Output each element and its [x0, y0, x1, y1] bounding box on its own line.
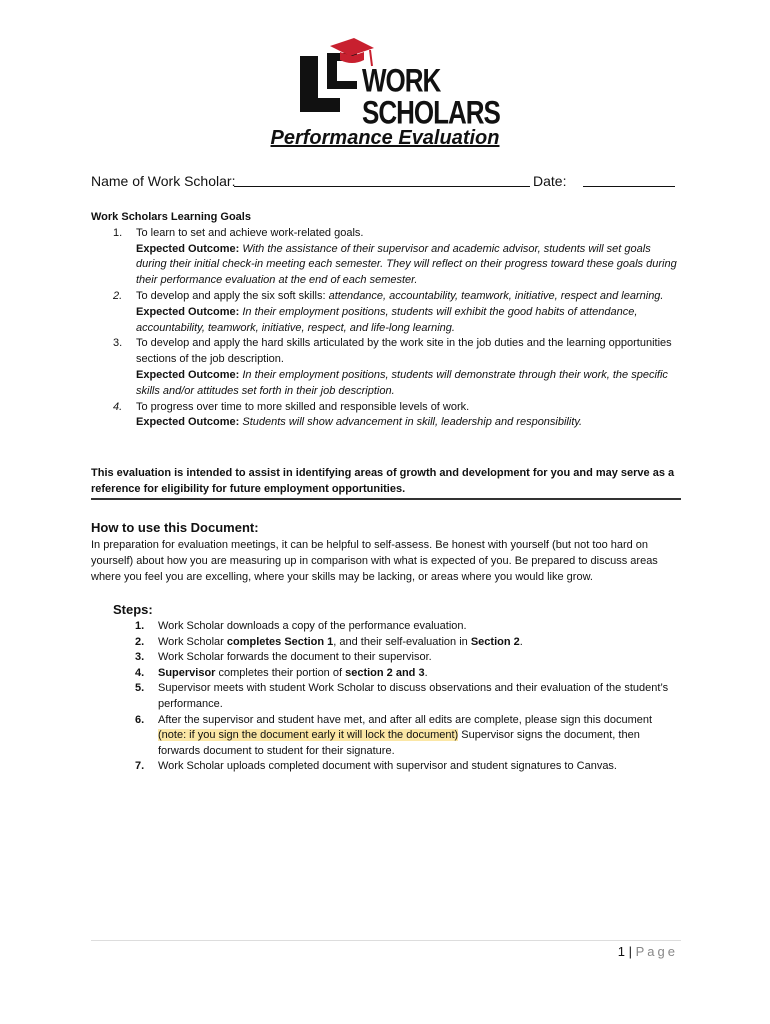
learning-goals-section [91, 210, 681, 431]
outcome-text: In their employment positions, students will exhibit the good habits of attendance, accountability, teamwork, initiative, respect, and life-long learning. [136, 305, 638, 334]
lock-warning-highlight: (note: if you sign the document early it will lock the document) [158, 729, 459, 742]
step-text: . [519, 635, 523, 648]
step-number: 6. [135, 713, 145, 726]
step-text-bold: section 2 and 3 [345, 666, 425, 679]
page-title: Performance Evaluation [270, 127, 500, 149]
outcome-label: Expected Outcome: [136, 416, 240, 429]
evaluation-intent-text: This evaluation is intended to assist in identifying areas of growth and development for you and may serve as a reference for eligibility for future employment opportunities. [91, 467, 675, 495]
goal-number: 3. [113, 337, 123, 350]
date-field-line[interactable] [583, 186, 675, 187]
goal-item [91, 289, 681, 336]
step-number: 4. [135, 666, 145, 679]
step-text-bold: completes Section 1 [226, 635, 334, 648]
outcome-text: Students will show advancement in skill, leadership and responsibility. [239, 416, 583, 429]
date-label: Date: [533, 173, 567, 189]
steps-heading: Steps: [113, 602, 153, 617]
step-text: Work Scholar downloads a copy of the performance evaluation. [158, 620, 467, 632]
name-label: Name of Work Scholar: [91, 173, 236, 189]
logo-work-text: WORK [362, 61, 441, 99]
step-text: Supervisor meets with student Work Scholar to discuss observations and their evaluation of the student’s performance. [158, 682, 669, 710]
step-item [91, 650, 681, 666]
page-number: 1 [617, 944, 626, 959]
step-text: . [424, 666, 428, 679]
step-text: , and their self-evaluation in [333, 635, 471, 648]
page-separator: | [625, 944, 636, 959]
step-text: After the supervisor and student have met, and after all edits are complete, please sign this document [158, 713, 653, 726]
steps-list [91, 619, 681, 775]
step-text: Work Scholar uploads completed document with supervisor and student signatures to Canvas. [158, 760, 617, 773]
goals-heading: Work Scholars Learning Goals [91, 211, 251, 223]
work-scholars-logo [296, 38, 500, 131]
goal-item [91, 226, 681, 289]
outcome-text: With the assistance of their supervisor and academic advisor, students will set goals during their initial check-in meeting each semester. They will reflect on their progress toward these goals during their performance evaluation at the end of each semester. [136, 242, 677, 287]
goal-text: To learn to set and achieve work-related goals. [136, 226, 364, 239]
step-text: Work Scholar [158, 635, 227, 648]
page-footer [0, 944, 678, 959]
goal-text: To progress over time to more skilled and responsible levels of work. [136, 400, 470, 413]
step-number: 2. [135, 635, 145, 648]
section-divider [91, 498, 681, 500]
howto-paragraph: In preparation for evaluation meetings, it can be helpful to self-assess. Be honest with yourself (but not too hard on yourself) about how you are measuring up in comparison with what is expected of you. Be prepared to discuss areas where you feel you are excelling, where your skills may be lacking, or areas where you would like grow. [91, 539, 658, 583]
step-number: 3. [135, 651, 145, 664]
outcome-label: Expected Outcome: [136, 305, 240, 318]
goal-text-italic: attendance, accountability, teamwork, initiative, respect and learning. [328, 289, 664, 302]
outcome-text: In their employment positions, students will demonstrate through their work, the specific skills and/or attitudes set forth in their job description. [136, 368, 668, 397]
step-number: 7. [135, 760, 145, 773]
goal-number: 4. [113, 400, 123, 413]
step-text: Supervisor signs the document, then forwards document to student for their signature. [158, 729, 640, 757]
step-text: Work Scholar forwards the document to their supervisor. [158, 651, 432, 664]
step-number: 5. [135, 682, 145, 695]
step-item [91, 666, 681, 682]
name-field-line[interactable] [234, 186, 530, 187]
goal-number: 2. [113, 289, 123, 302]
step-item [91, 759, 681, 775]
goal-item [91, 336, 681, 399]
step-number: 1. [135, 620, 145, 632]
step-text-bold: Section 2 [470, 635, 520, 648]
goal-text: To develop and apply the six soft skills: [136, 289, 329, 302]
step-item [91, 713, 681, 760]
howto-heading: How to use this Document: [91, 520, 259, 535]
goal-number: 1. [113, 226, 123, 239]
outcome-label: Expected Outcome: [136, 368, 240, 381]
logo-scholars-text: SCHOLARS [362, 93, 500, 131]
step-text: completes their portion of [215, 666, 346, 679]
outcome-label: Expected Outcome: [136, 242, 240, 255]
step-item [91, 681, 681, 712]
step-item [91, 635, 681, 651]
step-text-bold: Supervisor [158, 666, 216, 679]
goal-text: To develop and apply the hard skills articulated by the work site in the job duties and the learning opportunities sections of the job description. [136, 337, 672, 366]
goal-item [91, 400, 681, 432]
footer-divider [91, 940, 681, 941]
page-label: Page [635, 944, 678, 959]
step-item [91, 619, 681, 635]
